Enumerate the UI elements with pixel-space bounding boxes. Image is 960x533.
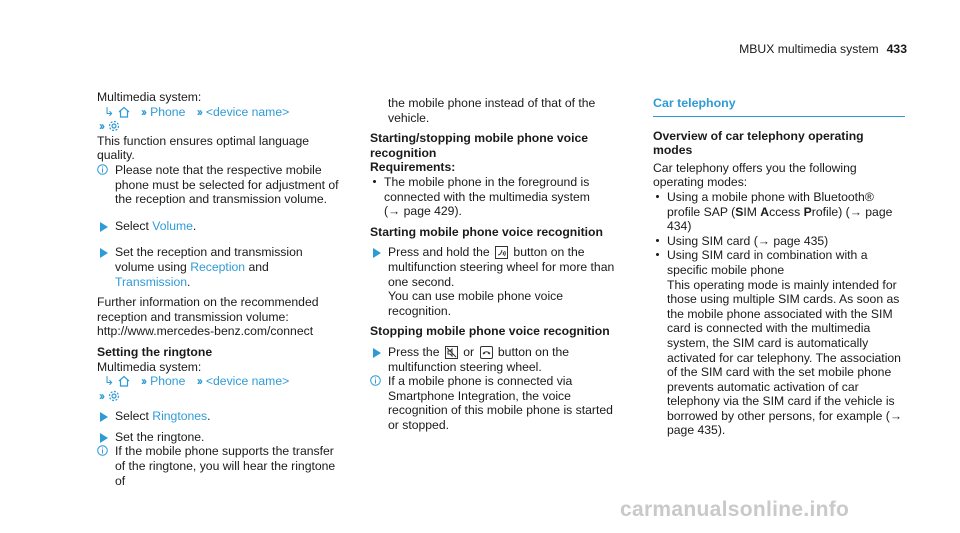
note-text: Please note that the respective mobile phone must be selected for adjustment of the reception and transmission volume. — [115, 162, 339, 207]
watermark: carmanualsonline.info — [620, 498, 850, 521]
chevron-right-icon: ›› — [196, 104, 201, 119]
col1-p2: Further information on the recommended reception and transmission volume: http://www.mercedes-benz.com/connect — [97, 295, 319, 339]
gear-icon — [108, 120, 120, 132]
nav1-prefix: Multimedia system: — [97, 90, 202, 104]
note — [370, 374, 620, 432]
chevron-right-icon: ›› — [141, 374, 146, 389]
step-arrow-icon — [100, 247, 108, 257]
heading-starting: Starting mobile phone voice recognition — [370, 224, 603, 239]
nav1-path — [104, 105, 345, 120]
info-icon — [370, 375, 381, 386]
note — [97, 163, 345, 207]
hang-up-icon — [480, 346, 493, 359]
section-title: Car telephony — [653, 96, 905, 117]
mute-button-icon — [445, 346, 458, 359]
page-number: 433 — [886, 42, 907, 56]
step-arrow-icon — [100, 432, 108, 442]
home-icon — [118, 106, 130, 118]
column-left — [97, 90, 345, 488]
step-arrow-icon — [100, 221, 108, 231]
nav1-device: <device name> — [205, 104, 290, 119]
column-middle — [370, 96, 620, 432]
nav1-phone: Phone — [150, 104, 186, 119]
note-text: If a mobile phone is connected via Smartphone Integration, the voice recognition of this mobile phone is started or stopped. — [388, 374, 613, 432]
header-title: MBUX multimedia system — [739, 42, 879, 56]
heading-stopping: Stopping mobile phone voice recognition — [370, 324, 610, 339]
column-right — [653, 96, 905, 438]
bullet-item: The mobile phone in the foreground is connected with the multimedia system (→ page 429). — [370, 175, 620, 219]
bullet-item: Using a mobile phone with Bluetooth® profile SAP (SIM Access Profile) (→ page 434) — [653, 190, 905, 234]
nav2-phone: Phone — [150, 374, 186, 389]
bullet-item: Using SIM card in combination with a specific mobile phone — [653, 248, 905, 277]
home-icon — [118, 375, 130, 387]
chevron-right-icon: ›› — [99, 119, 104, 134]
col2-cont: the mobile phone instead of that of the vehicle. — [388, 96, 596, 125]
info-icon — [97, 164, 108, 175]
col1-p1: This function ensures optimal language quality. — [97, 133, 310, 163]
bullet-item: Using SIM card (→ page 435) — [653, 234, 905, 249]
chevron-right-icon: ›› — [141, 104, 146, 119]
volume-link[interactable]: Volume — [152, 218, 193, 233]
info-icon — [97, 445, 108, 456]
page-ref[interactable]: (→ page 429). — [384, 204, 462, 219]
heading-ringtone: Setting the ringtone — [97, 344, 213, 359]
note-text: If the mobile phone supports the transfer of the ringtone, you will hear the ringtone of — [115, 444, 336, 488]
requirements-label: Requirements: — [370, 160, 456, 175]
nav-enter-icon: ↳ — [104, 104, 115, 119]
nav-enter-icon: ↳ — [104, 374, 115, 389]
step-arrow-icon — [373, 347, 381, 357]
step-arrow-icon — [100, 411, 108, 421]
nav2-prefix: Multimedia system: — [97, 359, 202, 374]
step: Select Volume. — [97, 219, 345, 234]
chevron-right-icon: ›› — [99, 388, 104, 403]
transmission-link[interactable]: Transmission — [115, 274, 188, 289]
chevron-right-icon: ›› — [196, 374, 201, 389]
heading-overview: Overview of car telephony operating modes — [653, 128, 864, 158]
nav1-path-cont — [99, 119, 345, 134]
reception-link[interactable]: Reception — [190, 259, 246, 274]
page-header — [727, 42, 907, 57]
nav2-path-cont — [99, 389, 345, 404]
bullet-continuation: This operating mode is mainly intended for those using multiple SIM cards. As soon as the mobile phone associated with the SIM card is connected with the multimedia system, the SIM card is automatically activated for car telephony. The association of the SIM card with the set mobile phone prevents automatic activation of car telephony via the SIM card if the vehicle is borrowed by other persons, for example (→ page 435). — [667, 277, 903, 438]
nav2-device: <device name> — [205, 374, 290, 389]
step: Press the or button on the multifunction steering wheel. — [370, 345, 620, 374]
note — [97, 444, 345, 488]
voice-button-icon — [495, 246, 508, 259]
heading-voice-recognition: Starting/stopping mobile phone voice recognition — [370, 131, 589, 160]
gear-icon — [108, 390, 120, 402]
col3-intro: Car telephony offers you the following operating modes: — [653, 160, 857, 190]
step: Set the reception and transmission volume using Reception and Transmission. — [97, 245, 345, 289]
step: Select Ringtones. — [97, 409, 345, 424]
ringtones-link[interactable]: Ringtones — [152, 409, 208, 424]
nav2-path — [104, 374, 345, 389]
step-arrow-icon — [373, 247, 381, 257]
step: Set the ringtone. — [97, 430, 345, 445]
step: Press and hold the button on the multifunction steering wheel for more than one second. You can use mobile phone voice recognition. — [370, 245, 620, 318]
